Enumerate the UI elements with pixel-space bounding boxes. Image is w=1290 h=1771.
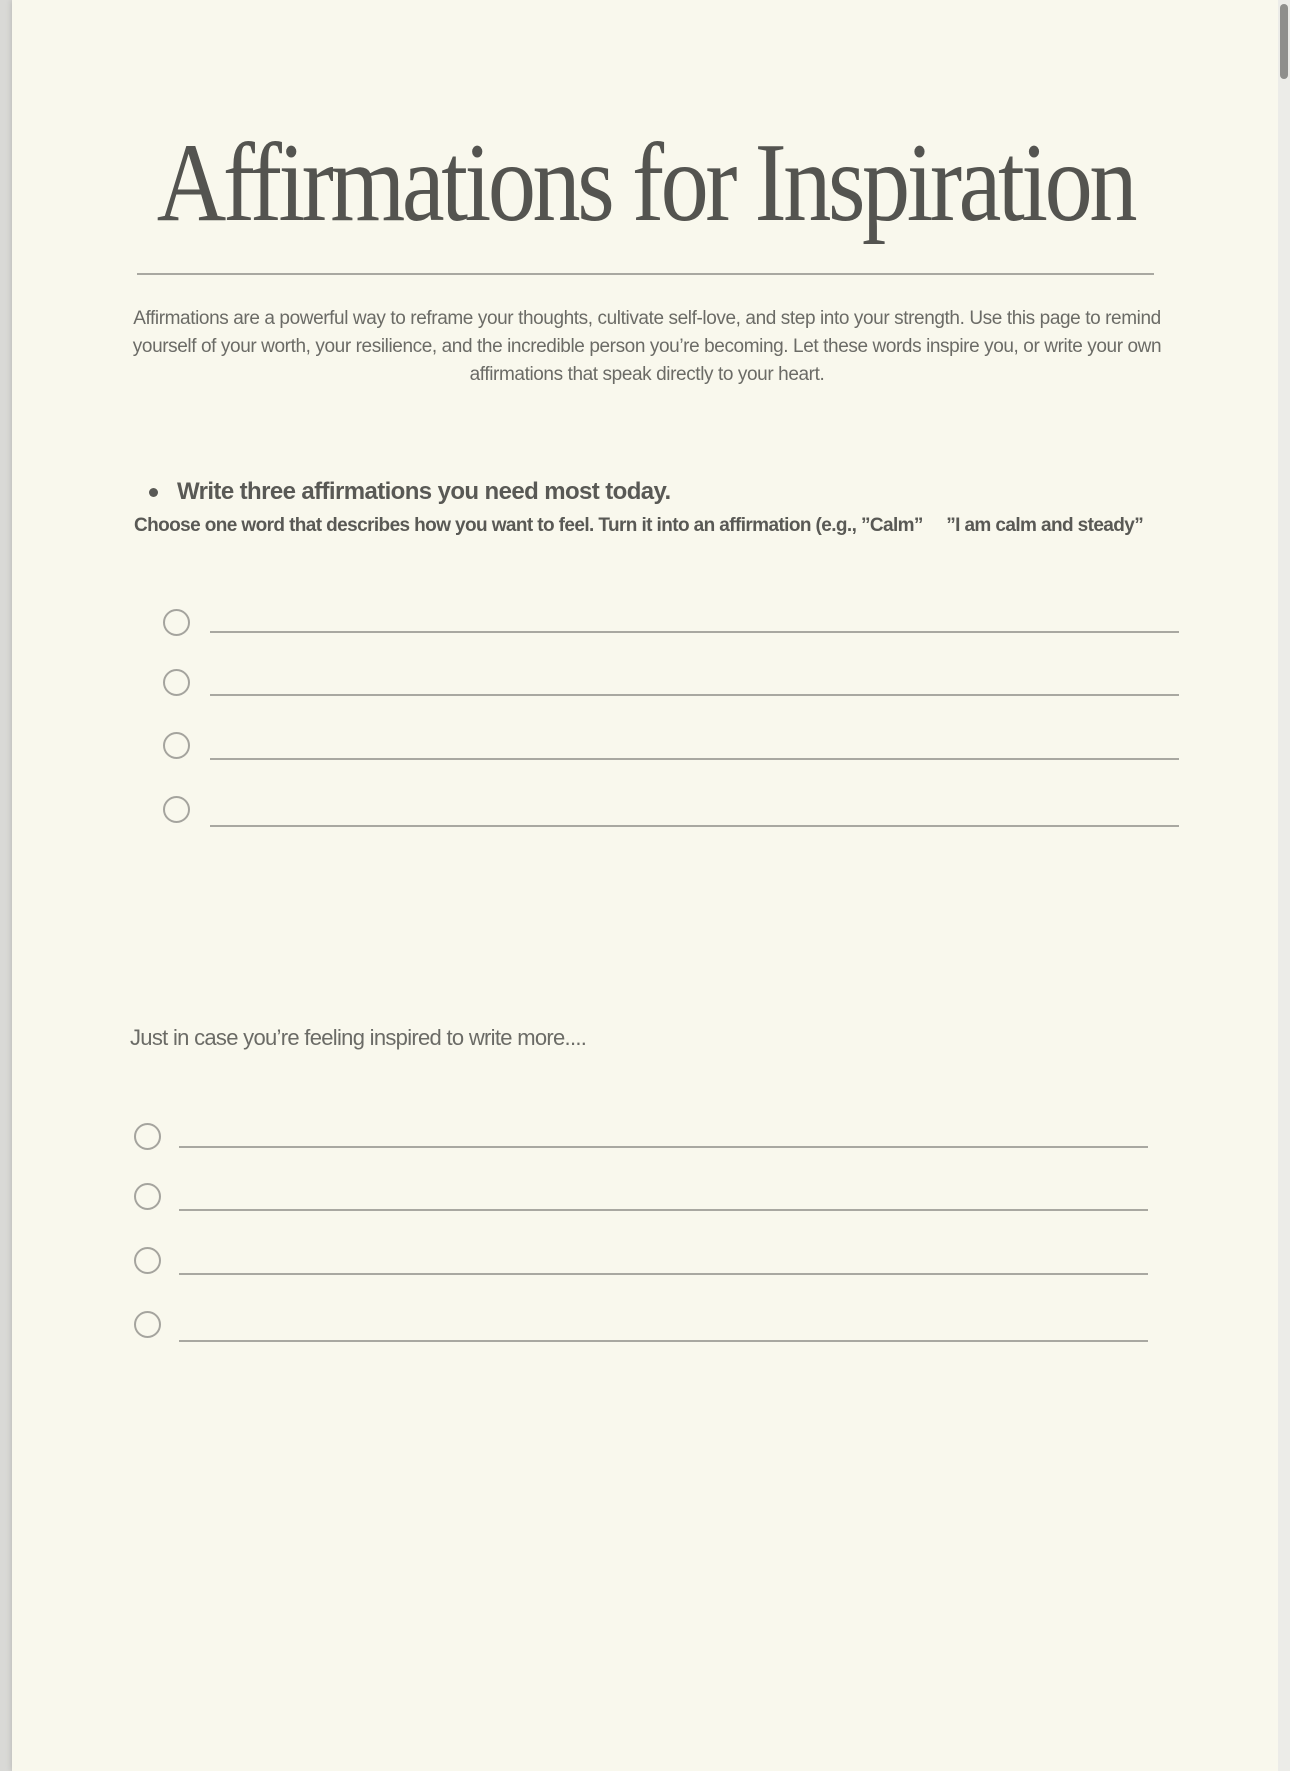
vertical-scrollbar[interactable] bbox=[1278, 0, 1290, 1771]
intro-paragraph bbox=[117, 305, 1177, 389]
affirmation-write-line[interactable] bbox=[210, 758, 1179, 760]
page-title: Affirmations for Inspiration bbox=[156, 121, 1135, 245]
intro-line: yourself of your worth, your resilience, and the incredible person you’re becoming. Let these words inspire you, or write your own bbox=[132, 336, 1162, 357]
affirmation-write-line[interactable] bbox=[179, 1209, 1148, 1211]
scrollbar-thumb[interactable] bbox=[1280, 4, 1288, 79]
affirmation-write-line[interactable] bbox=[179, 1146, 1148, 1148]
extra-affirmation-row bbox=[134, 1123, 1154, 1157]
checkbox-circle[interactable] bbox=[163, 796, 190, 823]
checkbox-circle[interactable] bbox=[163, 669, 190, 696]
affirmation-row bbox=[163, 796, 1183, 830]
affirmation-row bbox=[163, 669, 1183, 703]
extra-affirmation-row bbox=[134, 1311, 1154, 1345]
more-prompt: Just in case you’re feeling inspired to write more.... bbox=[130, 1025, 587, 1050]
affirmation-write-line[interactable] bbox=[179, 1340, 1148, 1342]
prompt-heading bbox=[149, 478, 671, 506]
prompt-heading-text: Write three affirmations you need most today. bbox=[177, 478, 671, 505]
intro-line: affirmations that speak directly to your heart. bbox=[469, 364, 825, 385]
extra-affirmation-row bbox=[134, 1247, 1154, 1281]
checkbox-circle[interactable] bbox=[134, 1183, 161, 1210]
bullet-icon bbox=[149, 488, 158, 497]
intro-line: Affirmations are a powerful way to reframe your thoughts, cultivate self-love, and step into your strength. Use this page to remind bbox=[133, 308, 1161, 329]
affirmation-row bbox=[163, 732, 1183, 766]
checkbox-circle[interactable] bbox=[134, 1311, 161, 1338]
affirmation-write-line[interactable] bbox=[210, 694, 1179, 696]
checkbox-circle[interactable] bbox=[163, 732, 190, 759]
checkbox-circle[interactable] bbox=[163, 609, 190, 636]
affirmation-write-line[interactable] bbox=[210, 825, 1179, 827]
title-divider bbox=[137, 273, 1154, 275]
affirmation-write-line[interactable] bbox=[210, 631, 1179, 633]
prompt-subheading: Choose one word that describes how you want to feel. Turn it into an affirmation (e.g., ”Calm” ”I am calm and steady” bbox=[134, 515, 1144, 536]
checkbox-circle[interactable] bbox=[134, 1123, 161, 1150]
extra-affirmation-row bbox=[134, 1183, 1154, 1217]
affirmation-row bbox=[163, 609, 1183, 643]
document-page bbox=[12, 0, 1280, 1771]
checkbox-circle[interactable] bbox=[134, 1247, 161, 1274]
affirmation-write-line[interactable] bbox=[179, 1273, 1148, 1275]
